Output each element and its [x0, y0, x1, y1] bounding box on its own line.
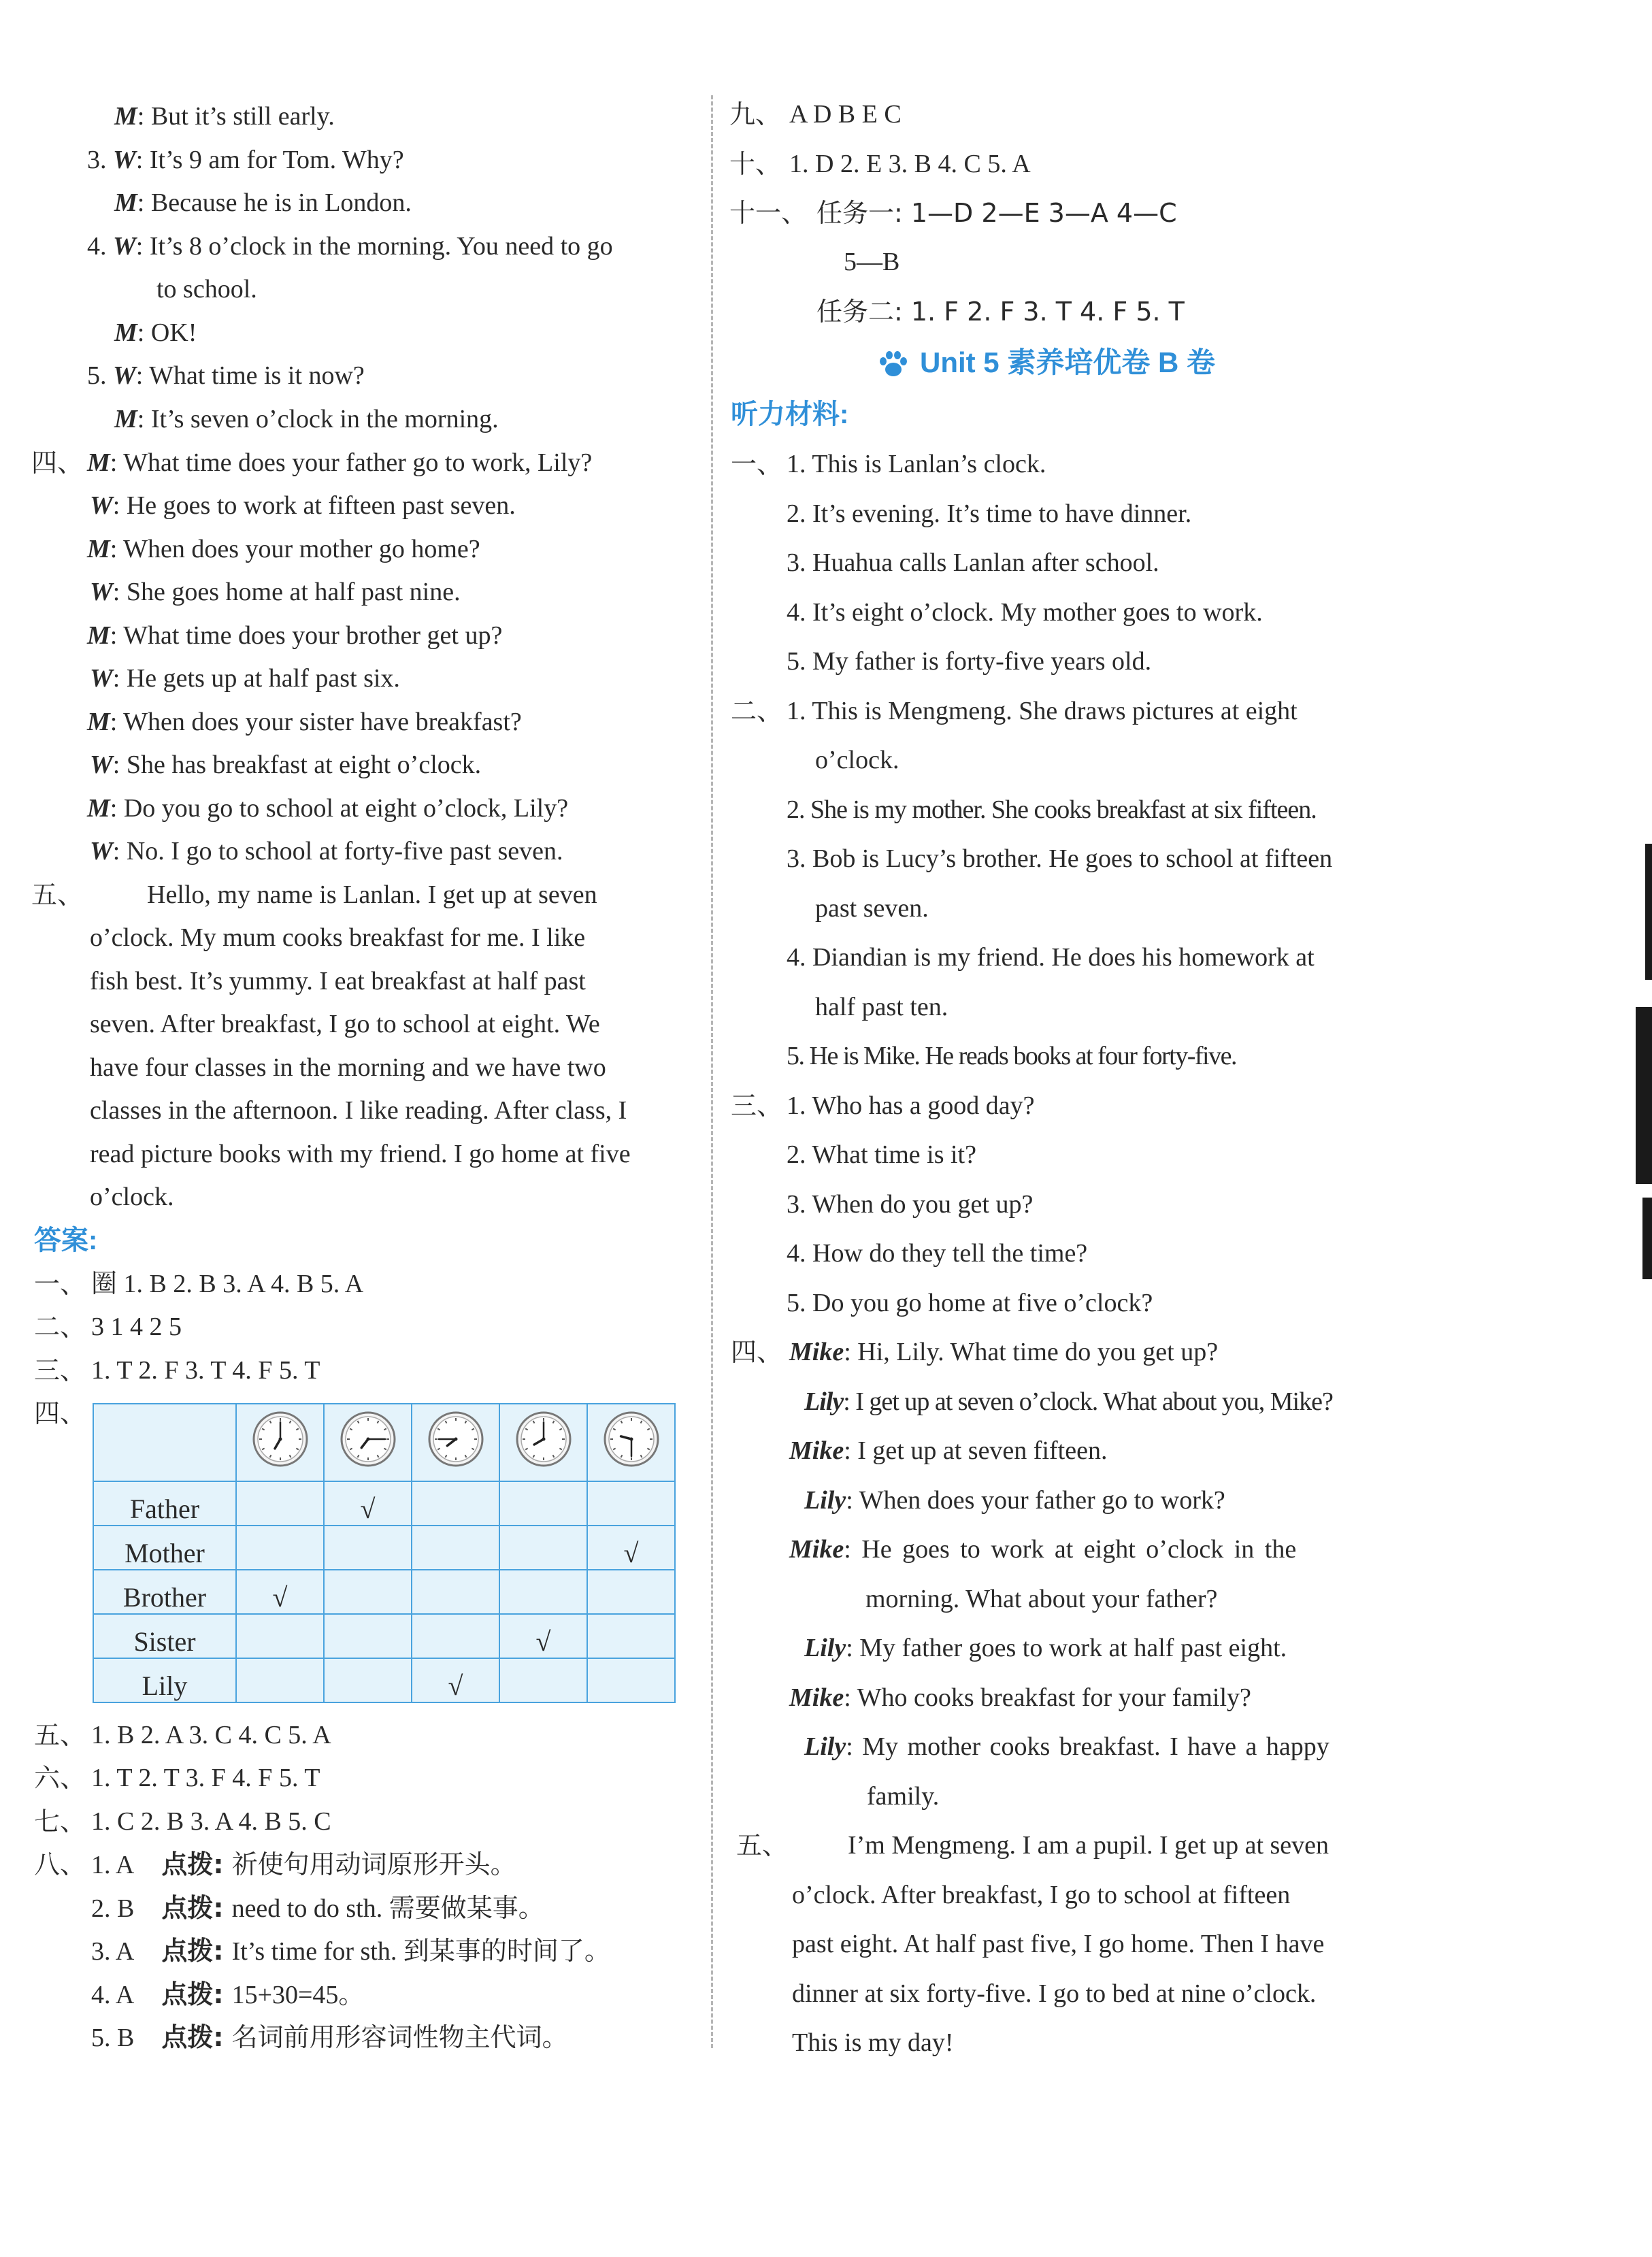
dialog-line-1: M: But it’s still early. [114, 102, 335, 131]
r-s5-line-1: I’m Mengmeng. I am a pupil. I get up at seven [848, 1831, 1329, 1860]
ans6-label: 六、 [34, 1763, 86, 1793]
ans8-5: 5. B 点拨: 名词前用形容词性物主代词。 [91, 2022, 568, 2052]
r-s4-line-8: Mike: Who cooks breakfast for your family? [789, 1683, 1251, 1712]
sec5-line-7: read picture books with my friend. I go home at five [90, 1140, 631, 1168]
r-s3-line-5: 5. Do you go home at five o’clock? [787, 1289, 1153, 1317]
ans5-label: 五、 [34, 1720, 86, 1750]
r-s5-line-3: past eight. At half past five, I go home. Then I have [792, 1930, 1325, 1958]
cell [236, 1658, 324, 1702]
ans9-values: A D B E C [789, 100, 902, 129]
r-section-3-label: 三、 [731, 1091, 783, 1121]
r-s1-line-1: 1. This is Lanlan’s clock. [787, 450, 1046, 478]
sec4-line-2: W: He goes to work at fifteen past seven. [90, 491, 516, 520]
sec4-line-1: M: What time does your father go to work, Lily? [87, 448, 593, 477]
cell [587, 1570, 675, 1614]
r-section-5-label: 五、 [736, 1830, 789, 1860]
sec4-line-3: M: When does your mother go home? [87, 535, 480, 563]
sec5-line-6: classes in the afternoon. I like reading. After class, I [90, 1096, 627, 1125]
cell [324, 1658, 412, 1702]
section-4-label: 四、 [31, 448, 84, 478]
paw-icon [878, 350, 909, 379]
r-s2-line-8: 5. He is Mike. He reads books at four forty-five. [787, 1042, 1236, 1070]
clock-icon [603, 1411, 660, 1468]
r-s3-line-4: 4. How do they tell the time? [787, 1239, 1088, 1268]
r-s4-line-4: Lily: When does your father go to work? [804, 1486, 1225, 1515]
table-row [93, 1481, 675, 1526]
r-s4-line-3: Mike: I get up at seven fifteen. [789, 1436, 1108, 1465]
dialog-line-5: to school. [156, 275, 257, 303]
ans8-3: 3. A 点拨: It’s time for sth. 到某事的时间了。 [91, 1936, 610, 1966]
cell [587, 1614, 675, 1658]
r-s3-line-1: 1. Who has a good day? [787, 1091, 1035, 1120]
sec5-line-8: o’clock. [90, 1183, 174, 1211]
r-s2-line-7: half past ten. [815, 993, 948, 1021]
r-s1-line-4: 4. It’s eight o’clock. My mother goes to work. [787, 598, 1263, 627]
cell [587, 1658, 675, 1702]
table-row [93, 1658, 675, 1702]
r-s2-line-3: 2. She is my mother. She cooks breakfast at six fifteen. [787, 795, 1317, 824]
cell [499, 1526, 587, 1570]
sec5-line-3: fish best. It’s yummy. I eat breakfast at half past [90, 967, 586, 995]
dialog-line-3: M: Because he is in London. [114, 188, 412, 217]
sec5-line-1: Hello, my name is Lanlan. I get up at seven [147, 880, 597, 909]
table-row [93, 1526, 675, 1570]
table-header-row [93, 1404, 675, 1481]
clock-cell-3 [412, 1404, 499, 1481]
r-s4-line-9: Lily: My mother cooks breakfast. I have a happy [804, 1732, 1329, 1761]
sec5-line-5: have four classes in the morning and we have two [90, 1053, 606, 1082]
edge-mark [1645, 844, 1652, 980]
r-s1-line-3: 3. Huahua calls Lanlan after school. [787, 548, 1159, 577]
ans1-values: 圈 1. B 2. B 3. A 4. B 5. A [91, 1270, 364, 1298]
r-s1-line-2: 2. It’s evening. It’s time to have dinner. [787, 499, 1192, 528]
cell [412, 1614, 499, 1658]
clock-answer-table [93, 1403, 676, 1703]
sec5-line-2: o’clock. My mum cooks breakfast for me. I like [90, 923, 586, 952]
ans7-label: 七、 [34, 1807, 86, 1836]
cell [412, 1481, 499, 1526]
cell [499, 1481, 587, 1526]
sec4-line-8: W: She has breakfast at eight o’clock. [90, 751, 482, 779]
r-s4-line-5: Mike: He goes to work at eight o’clock in the [789, 1535, 1297, 1564]
dialog-line-2: 3. W: It’s 9 am for Tom. Why? [87, 146, 404, 174]
cell [412, 1526, 499, 1570]
r-s3-line-2: 2. What time is it? [787, 1140, 976, 1169]
clock-cell-5 [587, 1404, 675, 1481]
row-label-lily: Lily [93, 1658, 236, 1702]
table-row [93, 1570, 675, 1614]
ans8-1: 1. A 点拨: 祈使句用动词原形开头。 [91, 1849, 516, 1879]
clock-icon [515, 1411, 572, 1468]
ans8-4: 4. A 点拨: 15+30=45。 [91, 1979, 365, 2009]
column-divider [711, 95, 713, 2048]
ans8-2: 2. B 点拨: need to do sth. 需要做某事。 [91, 1893, 544, 1923]
clock-icon [340, 1411, 397, 1468]
r-s4-line-10: family. [867, 1782, 940, 1811]
cell [324, 1614, 412, 1658]
check-mark: √ [587, 1526, 675, 1570]
r-s4-line-1: Mike: Hi, Lily. What time do you get up? [789, 1338, 1219, 1366]
r-s2-line-5: past seven. [815, 894, 929, 923]
dialog-line-8: M: It’s seven o’clock in the morning. [114, 405, 499, 433]
sec4-line-4: W: She goes home at half past nine. [90, 578, 461, 606]
cell [236, 1614, 324, 1658]
edge-mark [1636, 1007, 1652, 1184]
ans4-label: 四、 [34, 1398, 86, 1428]
unit-title: Unit 5 素养培优卷 B 卷 [878, 344, 1215, 382]
r-s5-line-2: o’clock. After breakfast, I go to school at fifteen [792, 1881, 1291, 1909]
cell [324, 1570, 412, 1614]
check-mark: √ [324, 1481, 412, 1526]
dialog-line-7: 5. W: What time is it now? [87, 361, 365, 390]
r-s2-line-2: o’clock. [815, 746, 899, 774]
ans11-task1-cont: 5—B [844, 248, 900, 276]
section-5-label: 五、 [31, 880, 84, 910]
answers-label: 答案: [34, 1225, 98, 1255]
ans9-label: 九、 [729, 99, 782, 129]
sec4-line-9: M: Do you go to school at eight o’clock, Lily? [87, 794, 569, 823]
sec5-line-4: seven. After breakfast, I go to school at eight. We [90, 1010, 600, 1038]
ans3-label: 三、 [34, 1355, 86, 1385]
ans10-values: 1. D 2. E 3. B 4. C 5. A [789, 150, 1031, 178]
ans10-label: 十、 [729, 149, 782, 179]
listening-label: 听力材料: [731, 399, 849, 429]
row-label-father: Father [93, 1481, 236, 1526]
ans11-task2: 任务二: 1. F 2. F 3. T 4. F 5. T [816, 297, 1185, 327]
r-s1-line-5: 5. My father is forty-five years old. [787, 647, 1152, 676]
cell [324, 1526, 412, 1570]
r-section-2-label: 二、 [731, 696, 783, 726]
r-section-4-label: 四、 [731, 1337, 783, 1367]
r-s2-line-4: 3. Bob is Lucy’s brother. He goes to school at fifteen [787, 844, 1333, 873]
r-s4-line-7: Lily: My father goes to work at half past eight. [804, 1634, 1287, 1662]
cell [412, 1570, 499, 1614]
r-s2-line-6: 4. Diandian is my friend. He does his homework at [787, 943, 1315, 972]
dialog-line-4: 4. W: It’s 8 o’clock in the morning. You need to go [87, 232, 613, 261]
clock-icon [427, 1411, 484, 1468]
check-mark: √ [412, 1658, 499, 1702]
row-label-mother: Mother [93, 1526, 236, 1570]
sec4-line-6: W: He gets up at half past six. [90, 664, 400, 693]
ans8-label: 八、 [34, 1849, 86, 1879]
clock-icon [252, 1411, 309, 1468]
ans6-values: 1. T 2. T 3. F 4. F 5. T [91, 1764, 320, 1792]
r-s2-line-1: 1. This is Mengmeng. She draws pictures at eight [787, 697, 1298, 725]
r-s4-line-6: morning. What about your father? [865, 1585, 1218, 1613]
dialog-line-6: M: OK! [114, 318, 197, 347]
ans2-values: 3 1 4 2 5 [91, 1313, 182, 1341]
table-row [93, 1614, 675, 1658]
r-s5-line-5: This is my day! [792, 2028, 954, 2057]
r-s5-line-4: dinner at six forty-five. I go to bed at nine o’clock. [792, 1979, 1317, 2008]
sec4-line-7: M: When does your sister have breakfast? [87, 708, 522, 736]
r-s3-line-3: 3. When do you get up? [787, 1190, 1034, 1219]
check-mark: √ [236, 1570, 324, 1614]
ans11-task1: 任务一: 1—D 2—E 3—A 4—C [816, 198, 1177, 228]
edge-mark [1642, 1198, 1652, 1279]
row-label-sister: Sister [93, 1614, 236, 1658]
cell [236, 1481, 324, 1526]
clock-cell-1 [236, 1404, 324, 1481]
r-section-1-label: 一、 [731, 449, 783, 479]
cell [236, 1526, 324, 1570]
table-corner-cell [93, 1404, 236, 1481]
ans1-label: 一、 [34, 1269, 86, 1299]
cell [499, 1658, 587, 1702]
cell [499, 1570, 587, 1614]
cell [587, 1481, 675, 1526]
ans5-values: 1. B 2. A 3. C 4. C 5. A [91, 1721, 331, 1749]
r-s4-line-2: Lily: I get up at seven o’clock. What about you, Mike? [804, 1387, 1333, 1416]
clock-cell-2 [324, 1404, 412, 1481]
check-mark: √ [499, 1614, 587, 1658]
ans2-label: 二、 [34, 1312, 86, 1342]
clock-cell-4 [499, 1404, 587, 1481]
ans3-values: 1. T 2. F 3. T 4. F 5. T [91, 1356, 320, 1385]
ans7-values: 1. C 2. B 3. A 4. B 5. C [91, 1807, 331, 1836]
ans11-label: 十一、 [729, 198, 808, 228]
row-label-brother: Brother [93, 1570, 236, 1614]
sec4-line-5: M: What time does your brother get up? [87, 621, 503, 650]
sec4-line-10: W: No. I go to school at forty-five past seven. [90, 837, 563, 866]
